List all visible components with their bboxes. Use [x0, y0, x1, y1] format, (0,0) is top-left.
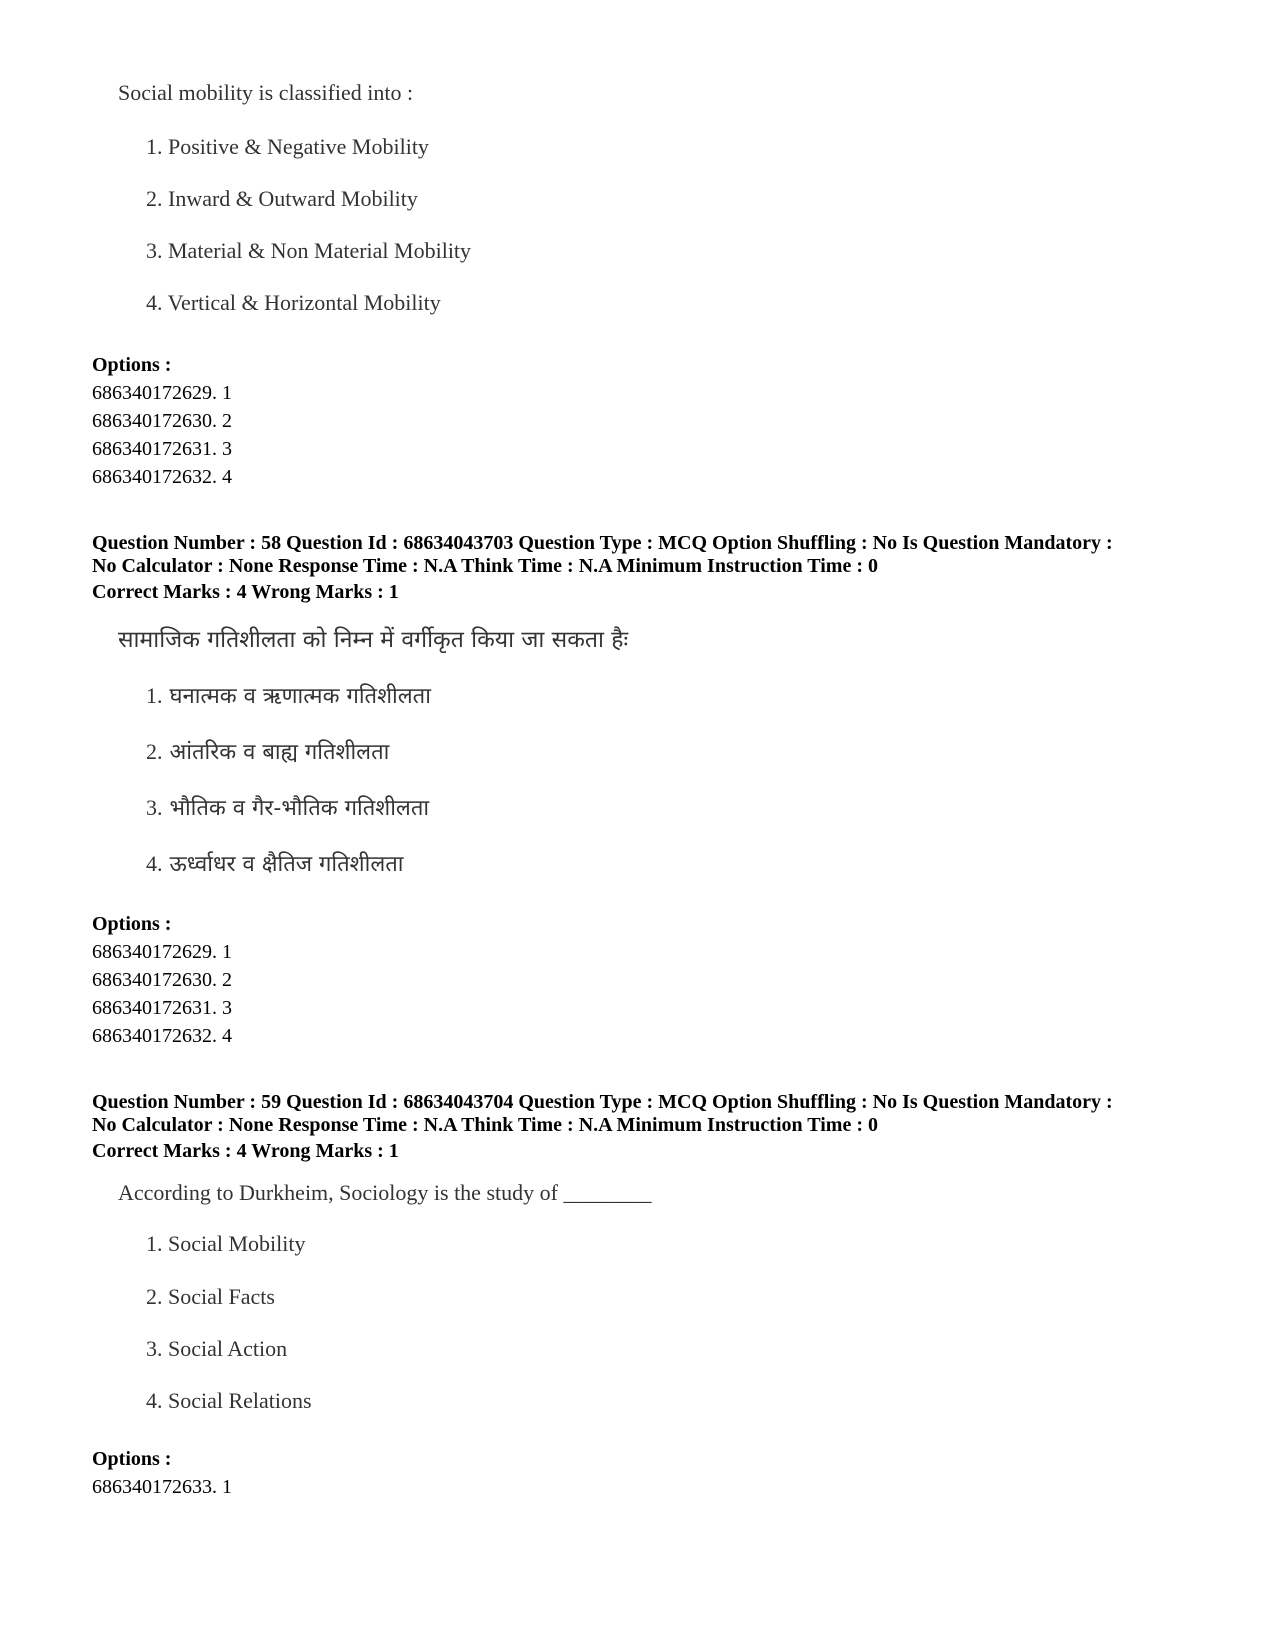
choice-3	[146, 792, 429, 822]
choice-3: 3. Social Action	[146, 1336, 288, 1361]
question-stem: Social mobility is classified into :	[118, 80, 414, 105]
choice-1: 1. Social Mobility	[146, 1231, 306, 1256]
question-marks: Correct Marks : 4 Wrong Marks : 1	[92, 581, 399, 603]
question-meta-line1: Question Number : 58 Question Id : 68634043703 Question Type : MCQ Option Shuffling : No Is Question Mandatory :	[92, 532, 1113, 554]
option-line: 686340172631. 3	[92, 438, 232, 460]
choice-3: 3. Material & Non Material Mobility	[146, 238, 472, 263]
option-line: 686340172631. 3	[92, 997, 232, 1019]
question-meta-line2: No Calculator : None Response Time : N.A Think Time : N.A Minimum Instruction Time : 0	[92, 1114, 878, 1136]
choice-4: 4. Social Relations	[146, 1388, 312, 1413]
choice-text: भौतिक व गैर-भौतिक गतिशीलता	[169, 796, 430, 821]
options-label: Options :	[92, 1448, 172, 1470]
option-line: 686340172632. 4	[92, 466, 232, 488]
choice-4	[146, 848, 403, 878]
option-line: 686340172629. 1	[92, 382, 232, 404]
choice-1: 1. Positive & Negative Mobility	[146, 134, 429, 159]
choice-number: 2.	[146, 739, 163, 764]
option-line: 686340172630. 2	[92, 410, 232, 432]
choice-text: आंतरिक व बाह्य गतिशीलता	[169, 740, 390, 765]
choice-text: ऊर्ध्वाधर व क्षैतिज गतिशीलता	[169, 852, 404, 877]
choice-2	[146, 736, 389, 766]
option-line: 686340172630. 2	[92, 969, 232, 991]
options-label: Options :	[92, 913, 172, 935]
choice-1	[146, 680, 431, 710]
question-marks: Correct Marks : 4 Wrong Marks : 1	[92, 1140, 399, 1162]
choice-number: 1.	[146, 683, 163, 708]
choice-2: 2. Inward & Outward Mobility	[146, 186, 418, 211]
choice-text: घनात्मक व ऋणात्मक गतिशीलता	[169, 684, 431, 709]
options-label: Options :	[92, 354, 172, 376]
choice-2: 2. Social Facts	[146, 1284, 275, 1309]
question-stem: सामाजिक गतिशीलता को निम्न में वर्गीकृत किया जा सकता हैः	[118, 627, 629, 653]
choice-number: 4.	[146, 851, 163, 876]
option-line: 686340172629. 1	[92, 941, 232, 963]
option-line: 686340172632. 4	[92, 1025, 232, 1047]
question-meta-line1: Question Number : 59 Question Id : 68634043704 Question Type : MCQ Option Shuffling : No Is Question Mandatory :	[92, 1091, 1113, 1113]
choice-number: 3.	[146, 795, 163, 820]
choice-4: 4. Vertical & Horizontal Mobility	[146, 290, 441, 315]
option-line: 686340172633. 1	[92, 1476, 232, 1498]
question-stem: According to Durkheim, Sociology is the study of ________	[118, 1180, 652, 1205]
question-meta-line2: No Calculator : None Response Time : N.A Think Time : N.A Minimum Instruction Time : 0	[92, 555, 878, 577]
